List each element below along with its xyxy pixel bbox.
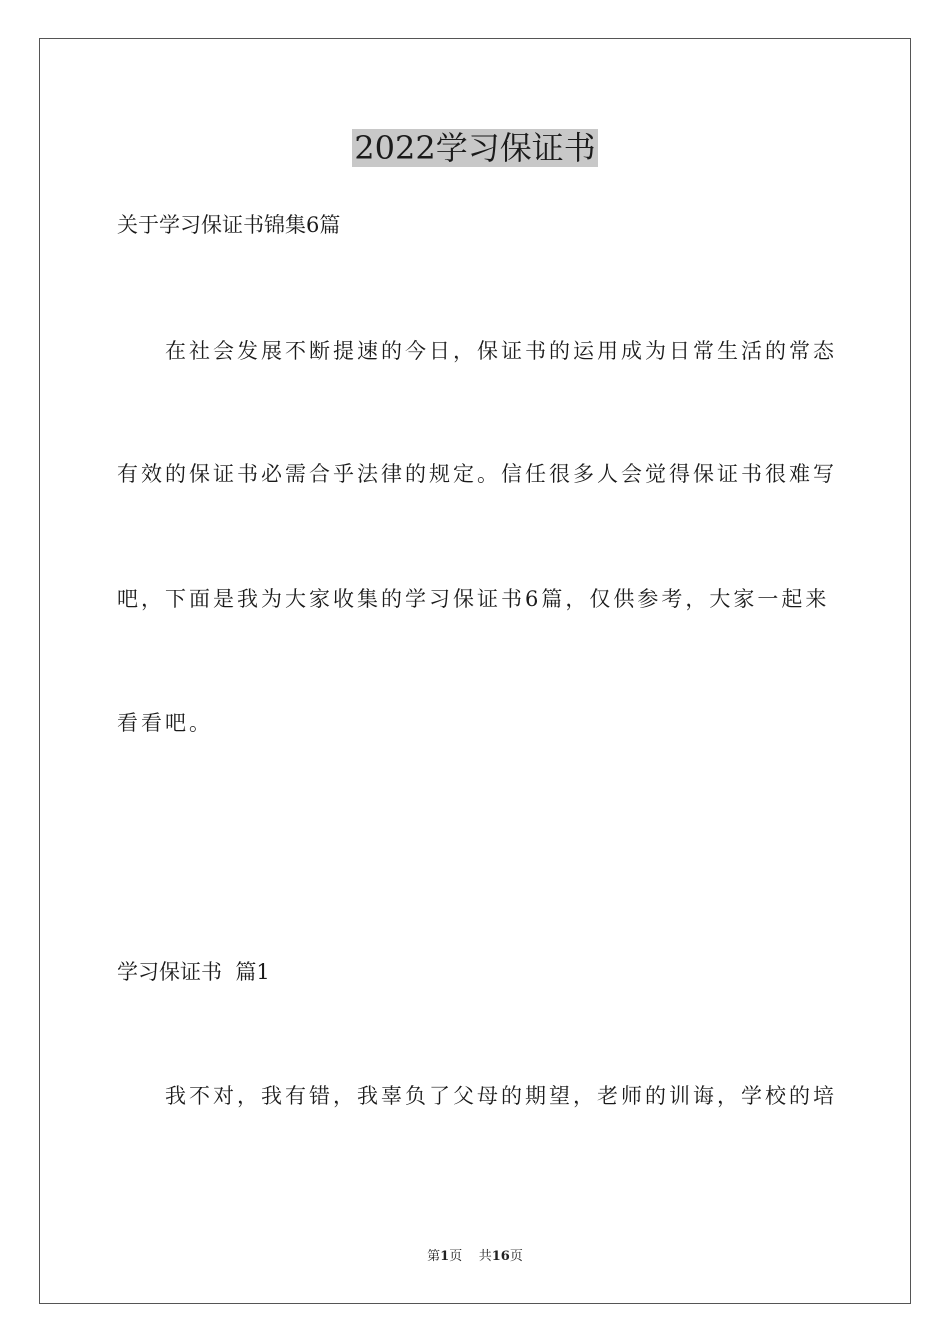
title-text: 2022学习保证书 <box>354 129 596 167</box>
total-pages: 16 <box>491 1249 510 1264</box>
document-title <box>0 128 950 168</box>
section-body-line-1: 我不对，我有错，我辜负了父母的期望，老师的训诲，学校的培 <box>165 1084 837 1108</box>
total-label-suffix: 页 <box>509 1249 523 1264</box>
intro-line-3: 吧，下面是我为大家收集的学习保证书6篇，仅供参考，大家一起来 <box>117 587 830 611</box>
intro-line-2: 有效的保证书必需合乎法律的规定。信任很多人会觉得保证书很难写 <box>117 462 837 486</box>
intro-line-4: 看看吧。 <box>117 711 213 735</box>
page-label-prefix: 第 <box>427 1249 441 1264</box>
page-label-suffix: 页 <box>449 1249 463 1264</box>
section-heading: 学习保证书 篇1 <box>117 960 270 984</box>
page-footer <box>0 1248 950 1266</box>
subtitle: 关于学习保证书锦集6篇 <box>117 213 341 237</box>
page-number: 1 <box>440 1249 450 1264</box>
total-label-prefix: 共 <box>478 1249 492 1264</box>
intro-line-1: 在社会发展不断提速的今日，保证书的运用成为日常生活的常态 <box>165 339 837 363</box>
